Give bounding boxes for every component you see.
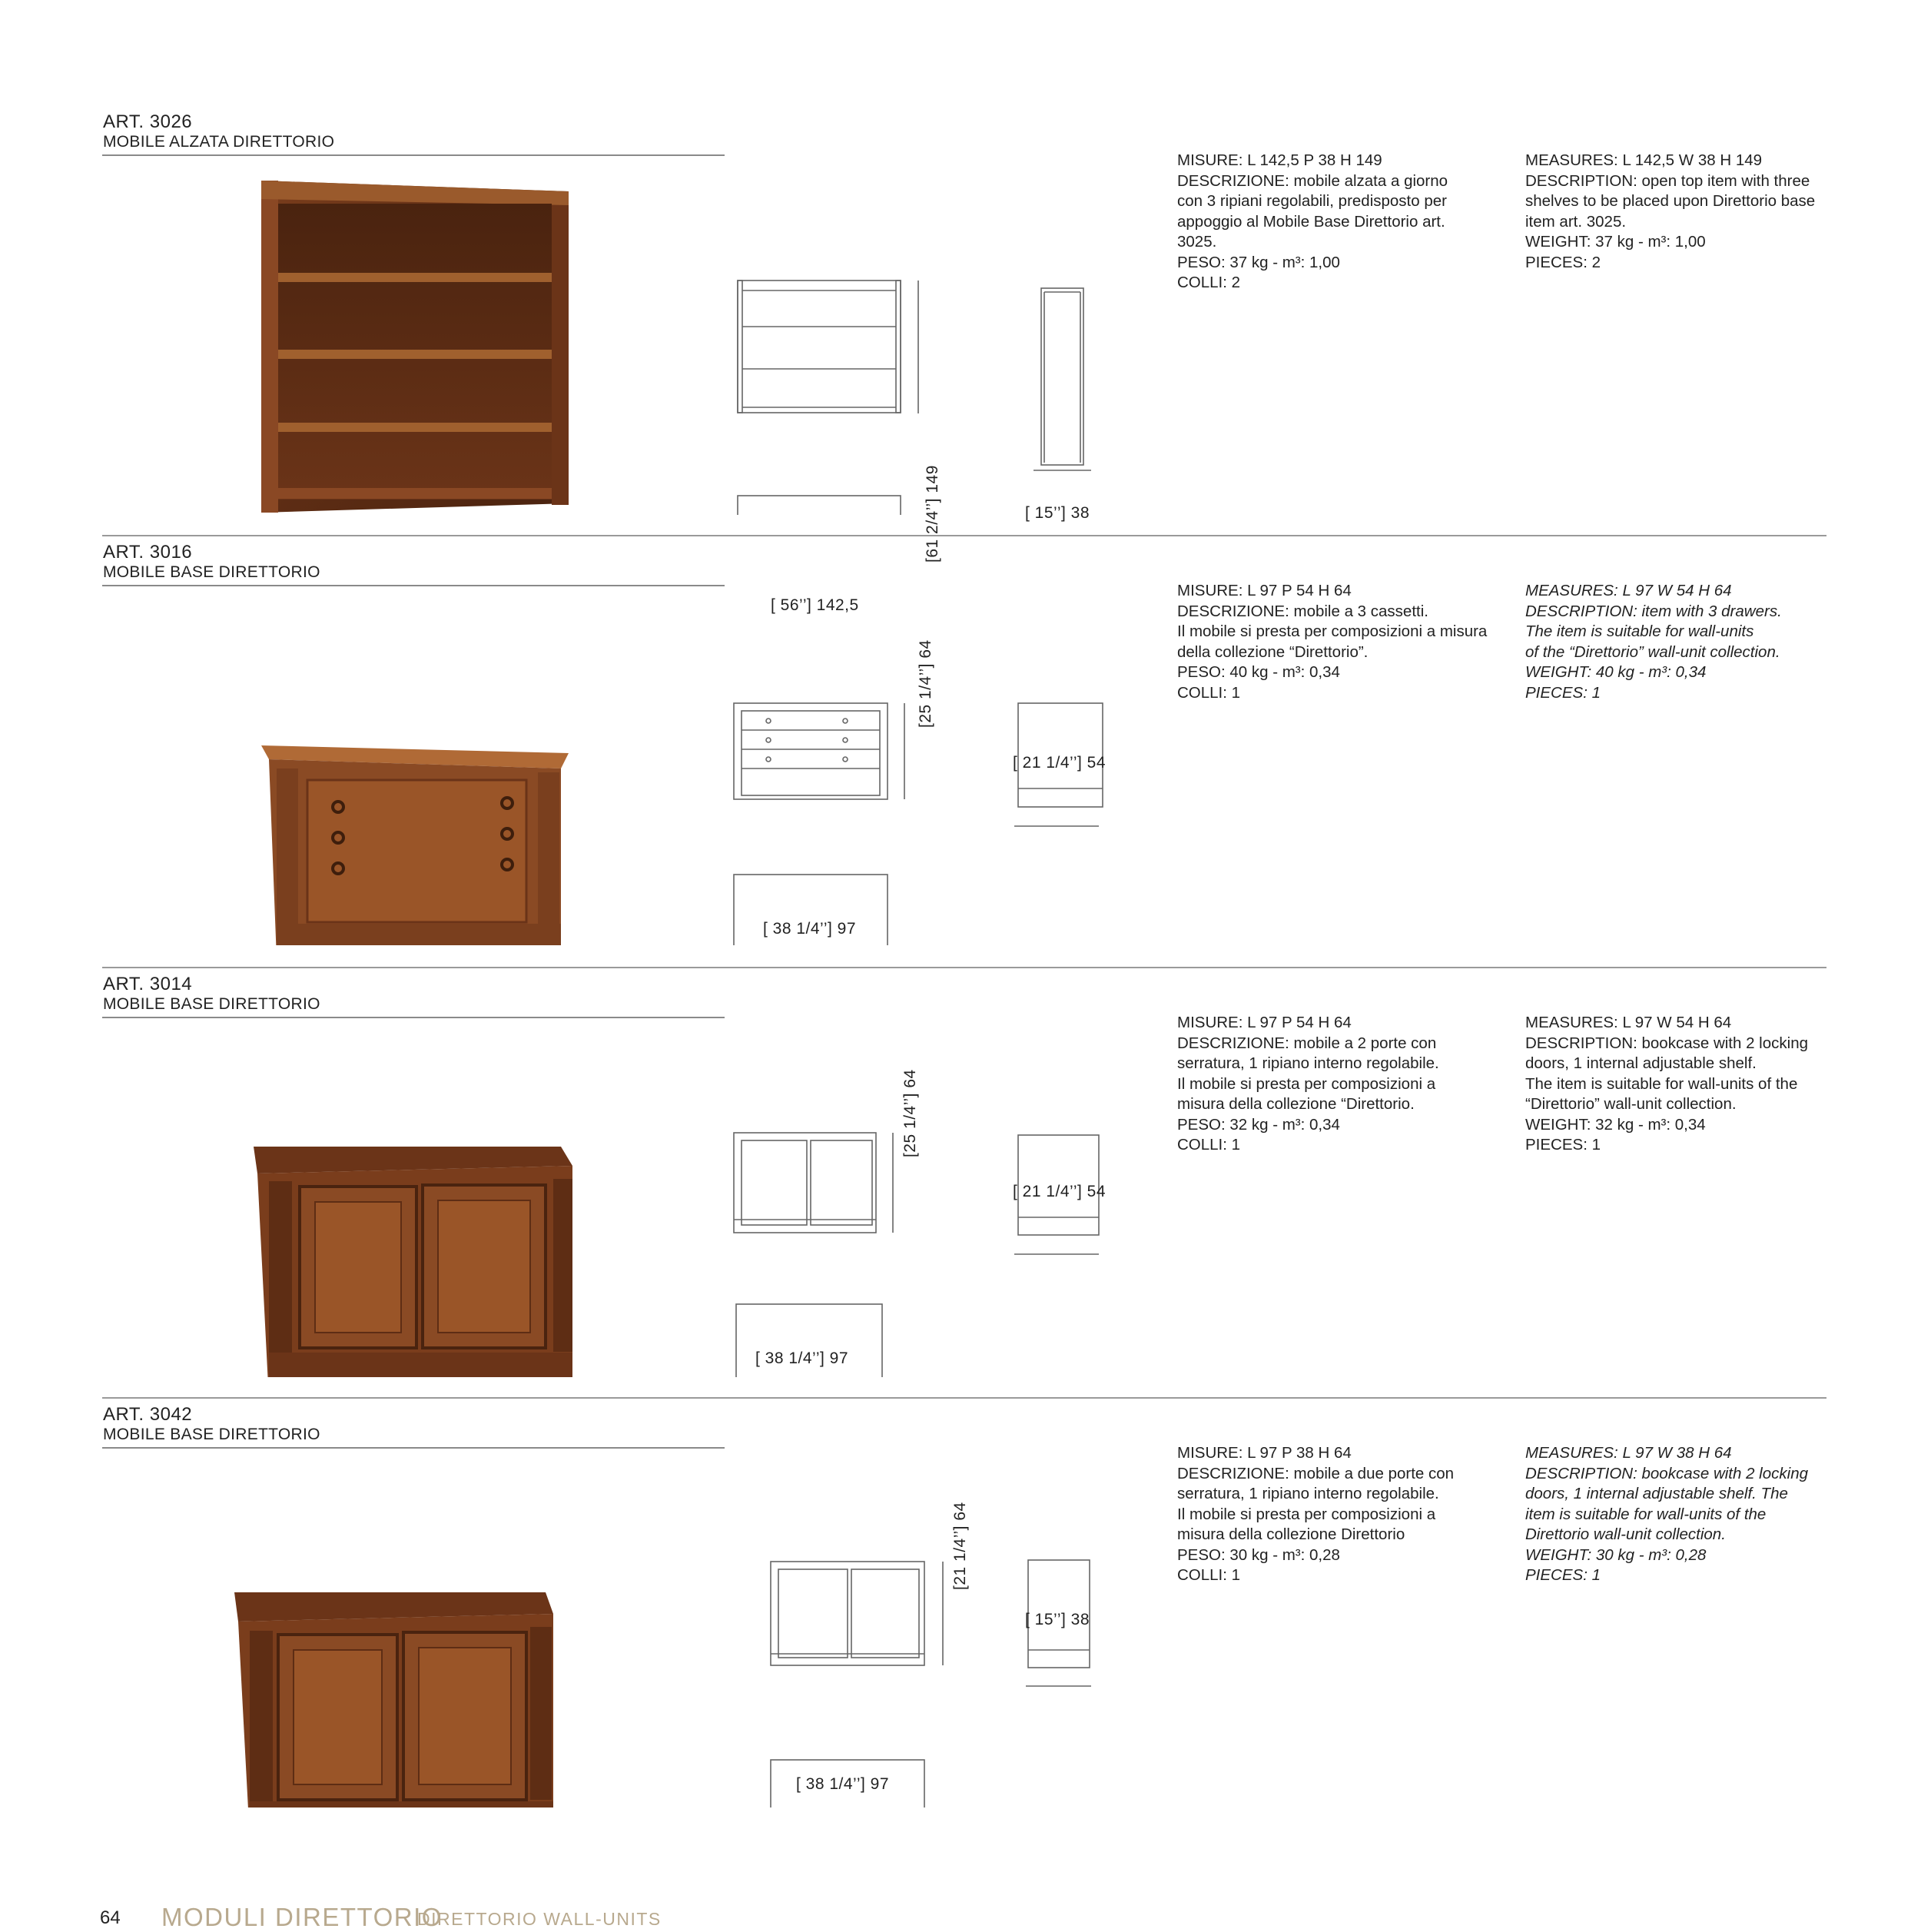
spec-line: MISURE: L 97 P 38 H 64 bbox=[1177, 1444, 1352, 1462]
drawer-cabinet-photo bbox=[223, 607, 584, 945]
spec-line: COLLI: 1 bbox=[1177, 1136, 1241, 1154]
spec-line: DESCRIZIONE: mobile alzata a giorno bbox=[1177, 171, 1448, 190]
title-rule bbox=[102, 154, 725, 156]
spec-line: serratura, 1 ripiano interno regolabile. bbox=[1177, 1054, 1439, 1072]
spec-line: WEIGHT: 32 kg - m³: 0,34 bbox=[1525, 1115, 1706, 1134]
product-art-3042 bbox=[0, 1400, 1921, 1831]
article-title: MOBILE BASE DIRETTORIO bbox=[103, 995, 320, 1013]
spec-line: WEIGHT: 30 kg - m³: 0,28 bbox=[1525, 1545, 1707, 1564]
bookcase-photo bbox=[223, 181, 584, 519]
product-art-3014 bbox=[0, 970, 1921, 1400]
title-rule bbox=[102, 585, 725, 586]
spec-line: PIECES: 2 bbox=[1525, 253, 1601, 271]
technical-drawings bbox=[722, 1039, 1122, 1377]
spec-line: Il mobile si presta per composizioni a bbox=[1177, 1074, 1436, 1093]
height-dimension: [21 1/4’’] 64 bbox=[951, 1502, 969, 1590]
article-code: ART. 3042 bbox=[103, 1404, 193, 1425]
spec-line: The item is suitable for wall-units bbox=[1525, 622, 1754, 640]
spec-line: shelves to be placed upon Direttorio base bbox=[1525, 192, 1816, 210]
spec-line: MISURE: L 97 P 54 H 64 bbox=[1177, 582, 1352, 599]
spec-line: MEASURES: L 97 W 54 H 64 bbox=[1525, 1014, 1732, 1031]
spec-line: DESCRIZIONE: mobile a 2 porte con bbox=[1177, 1034, 1437, 1052]
section-divider bbox=[102, 967, 1826, 968]
spec-line: PESO: 40 kg - m³: 0,34 bbox=[1177, 663, 1340, 681]
height-dimension: [25 1/4’’] 64 bbox=[901, 1069, 919, 1157]
section-title: MODULI DIRETTORIO bbox=[161, 1903, 443, 1931]
article-title: MOBILE ALZATA DIRETTORIO bbox=[103, 133, 335, 151]
height-dimension: [61 2/4’’] 149 bbox=[924, 465, 941, 563]
spec-line: COLLI: 2 bbox=[1177, 274, 1241, 291]
spec-line: doors, 1 internal adjustable shelf. The bbox=[1525, 1485, 1788, 1502]
spec-line: item art. 3025. bbox=[1525, 212, 1627, 231]
spec-line: DESCRIZIONE: mobile a due porte con bbox=[1177, 1464, 1455, 1482]
spec-line: appoggio al Mobile Base Direttorio art. bbox=[1177, 212, 1445, 231]
technical-drawings bbox=[722, 1469, 1122, 1808]
technical-drawings bbox=[722, 177, 1122, 515]
depth-dimension: [ 15’’] 38 bbox=[1025, 1611, 1090, 1628]
spec-line: COLLI: 1 bbox=[1177, 683, 1241, 702]
spec-english bbox=[1525, 581, 1848, 703]
product-art-3016 bbox=[0, 538, 1921, 968]
width-dimension: [ 56’’] 142,5 bbox=[771, 596, 859, 614]
spec-line: MEASURES: L 142,5 W 38 H 149 bbox=[1525, 151, 1763, 169]
depth-dimension: [ 21 1/4’’] 54 bbox=[1013, 754, 1106, 772]
article-title: MOBILE BASE DIRETTORIO bbox=[103, 563, 320, 581]
spec-line: doors, 1 internal adjustable shelf. bbox=[1525, 1054, 1757, 1072]
spec-line: Direttorio wall-unit collection. bbox=[1525, 1525, 1726, 1543]
spec-english bbox=[1525, 1013, 1848, 1156]
spec-line: Il mobile si presta per composizioni a misura bbox=[1177, 622, 1488, 640]
spec-line: of the “Direttorio” wall-unit collection. bbox=[1525, 642, 1780, 661]
spec-line: serratura, 1 ripiano interno regolabile. bbox=[1177, 1485, 1439, 1502]
spec-line: con 3 ripiani regolabili, predisposto per bbox=[1177, 192, 1447, 210]
spec-line: “Direttorio” wall-unit collection. bbox=[1525, 1095, 1737, 1113]
spec-line: The item is suitable for wall-units of the bbox=[1525, 1074, 1798, 1093]
spec-line: MISURE: L 142,5 P 38 H 149 bbox=[1177, 151, 1382, 169]
width-dimension: [ 38 1/4’’] 97 bbox=[763, 920, 857, 938]
spec-line: DESCRIPTION: open top item with three bbox=[1525, 171, 1810, 190]
spec-line: PIECES: 1 bbox=[1525, 683, 1601, 702]
spec-line: DESCRIPTION: bookcase with 2 locking bbox=[1525, 1034, 1808, 1052]
spec-line: PESO: 30 kg - m³: 0,28 bbox=[1177, 1545, 1340, 1564]
width-dimension: [ 38 1/4’’] 97 bbox=[796, 1775, 890, 1793]
spec-line: misura della collezione “Direttorio. bbox=[1177, 1095, 1415, 1113]
spec-line: item is suitable for wall-units of the bbox=[1525, 1505, 1767, 1523]
section-divider bbox=[102, 1397, 1826, 1399]
title-rule bbox=[102, 1447, 725, 1449]
article-code: ART. 3026 bbox=[103, 111, 193, 132]
title-rule bbox=[102, 1017, 725, 1018]
spec-line: COLLI: 1 bbox=[1177, 1566, 1241, 1584]
spec-line: MISURE: L 97 P 54 H 64 bbox=[1177, 1014, 1352, 1031]
spec-line: PESO: 32 kg - m³: 0,34 bbox=[1177, 1115, 1340, 1134]
spec-italian bbox=[1177, 151, 1500, 294]
spec-line: 3025. bbox=[1177, 233, 1217, 251]
two-door-cabinet-photo bbox=[207, 1469, 569, 1808]
section-divider bbox=[102, 535, 1826, 536]
spec-line: DESCRIZIONE: mobile a 3 cassetti. bbox=[1177, 602, 1428, 620]
spec-line: PIECES: 1 bbox=[1525, 1136, 1601, 1154]
spec-line: della collezione “Direttorio”. bbox=[1177, 642, 1369, 661]
spec-english bbox=[1525, 151, 1848, 273]
article-code: ART. 3016 bbox=[103, 542, 193, 563]
spec-italian bbox=[1177, 581, 1500, 703]
spec-line: misura della collezione Direttorio bbox=[1177, 1525, 1405, 1543]
depth-dimension: [ 15’’] 38 bbox=[1025, 504, 1090, 522]
spec-line: PESO: 37 kg - m³: 1,00 bbox=[1177, 253, 1340, 271]
section-subtitle: DIRETTORIO WALL-UNITS bbox=[417, 1909, 662, 1929]
width-dimension: [ 38 1/4’’] 97 bbox=[755, 1349, 849, 1367]
spec-english bbox=[1525, 1443, 1848, 1586]
page-number: 64 bbox=[100, 1907, 121, 1928]
spec-line: DESCRIPTION: bookcase with 2 locking bbox=[1525, 1464, 1808, 1482]
two-door-cabinet-photo bbox=[223, 1039, 584, 1377]
spec-line: MEASURES: L 97 W 38 H 64 bbox=[1525, 1444, 1732, 1462]
height-dimension: [25 1/4’’] 64 bbox=[917, 639, 934, 728]
spec-line: Il mobile si presta per composizioni a bbox=[1177, 1505, 1436, 1523]
spec-italian bbox=[1177, 1013, 1500, 1156]
depth-dimension: [ 21 1/4’’] 54 bbox=[1013, 1183, 1106, 1200]
spec-line: WEIGHT: 37 kg - m³: 1,00 bbox=[1525, 233, 1706, 251]
spec-italian bbox=[1177, 1443, 1500, 1586]
spec-line: MEASURES: L 97 W 54 H 64 bbox=[1525, 582, 1732, 599]
article-title: MOBILE BASE DIRETTORIO bbox=[103, 1426, 320, 1443]
article-code: ART. 3014 bbox=[103, 974, 193, 994]
spec-line: PIECES: 1 bbox=[1525, 1566, 1601, 1584]
spec-line: DESCRIPTION: item with 3 drawers. bbox=[1525, 602, 1782, 620]
spec-line: WEIGHT: 40 kg - m³: 0,34 bbox=[1525, 663, 1707, 681]
